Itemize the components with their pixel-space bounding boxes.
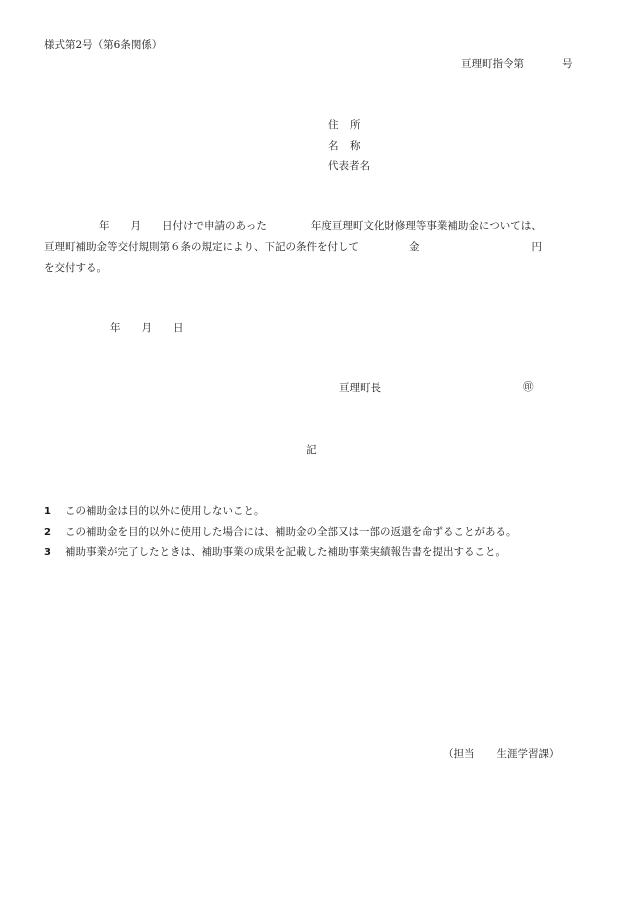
application-month-label: 月 (130, 220, 141, 232)
issue-day-label: 日 (173, 322, 184, 334)
condition-number: 1 (44, 506, 51, 517)
seal-icon: ㊞ (523, 381, 534, 393)
condition-number: 2 (44, 527, 51, 538)
body-line-2 (44, 240, 542, 254)
issue-month-label: 月 (141, 322, 152, 334)
body-line-1 (44, 219, 542, 233)
directive-number-prefix: 亘理町指令第 (461, 58, 524, 70)
condition-text: この補助金は目的以外に使用しないこと。 (65, 505, 265, 517)
notes-heading: 記 (306, 444, 317, 456)
condition-item (44, 504, 265, 519)
name-char-1: 名 (328, 140, 339, 152)
amount-kin-label: 金 (409, 241, 420, 253)
recipient-representative-label: 代表者名 (328, 160, 370, 172)
contact-open-label: （担当 (443, 748, 475, 760)
issue-date (110, 321, 184, 335)
regulation-text: 亘理町補助金等交付規則第６条の規定により、下記の条件を付して (44, 241, 359, 253)
application-year-label: 年 (99, 220, 110, 232)
condition-item (44, 545, 506, 560)
body-line-3: を交付する。 (44, 262, 107, 274)
subsidy-name-text: 年度亘理町文化財修理等事業補助金については、 (310, 220, 542, 232)
address-char-1: 住 (328, 119, 339, 131)
directive-number (461, 57, 573, 71)
condition-text: 補助事業が完了したときは、補助事業の成果を記載した補助事業実績報告書を提出すること。 (65, 546, 506, 558)
contact-department (443, 747, 560, 761)
application-date-text: 日付けで申請のあった (162, 220, 267, 232)
condition-text: この補助金を目的以外に使用した場合には、補助金の全部又は一部の返還を命ずることがある。 (65, 526, 517, 538)
recipient-name-label (328, 139, 361, 153)
name-char-2: 称 (350, 140, 361, 152)
condition-item (44, 525, 517, 540)
directive-number-suffix: 号 (562, 58, 573, 70)
address-char-2: 所 (350, 119, 361, 131)
contact-dept-label: 生涯学習課） (496, 748, 560, 760)
issue-year-label: 年 (110, 322, 121, 334)
recipient-address-label (328, 118, 361, 132)
condition-number: 3 (44, 547, 51, 558)
issuer-title: 亘理町長 (339, 382, 381, 394)
form-number-label: 様式第2号（第6条関係） (44, 39, 163, 51)
amount-yen-label: 円 (531, 241, 542, 253)
